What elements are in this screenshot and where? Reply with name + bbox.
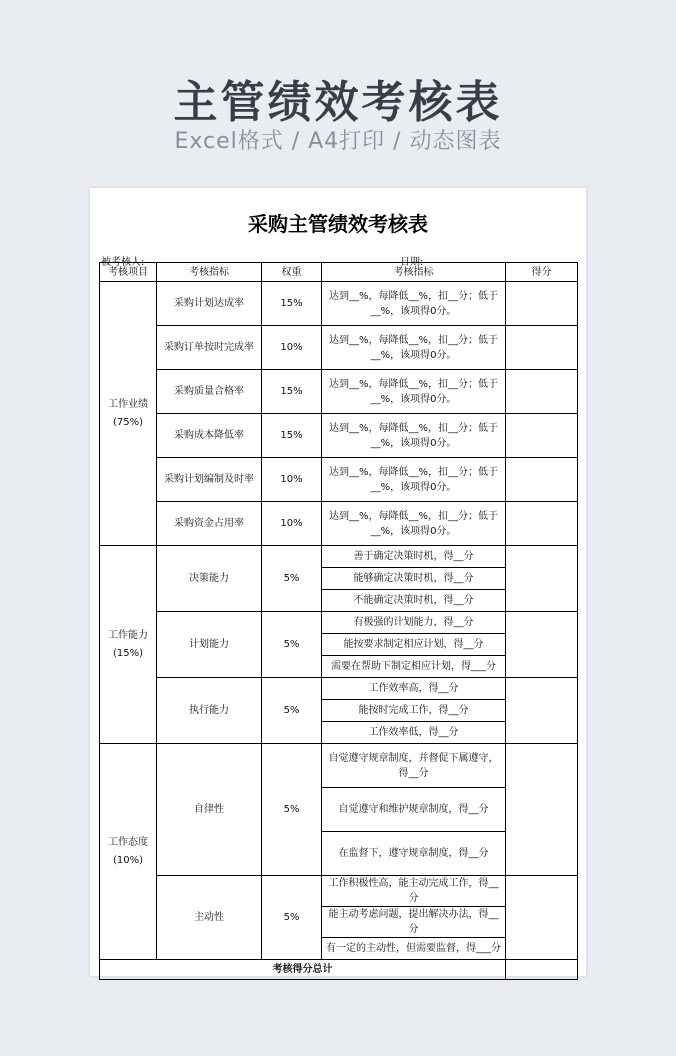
table-row <box>100 744 578 788</box>
score-cell <box>506 370 578 414</box>
indicator-weight: 5% <box>262 744 322 876</box>
assessee-label: 被考核人: <box>101 257 145 268</box>
indicator-weight: 10% <box>262 458 322 502</box>
criteria-cell: 能够确定决策时机，得__分 <box>322 568 506 590</box>
score-cell <box>506 326 578 370</box>
table-row <box>100 876 578 907</box>
criteria-cell: 达到__%，每降低__%，扣__分；低于__%，该项得0分。 <box>322 370 506 414</box>
criteria-cell: 有一定的主动性，但需要监督，得___分 <box>322 938 506 960</box>
score-cell <box>506 282 578 326</box>
indicator-weight: 10% <box>262 502 322 546</box>
criteria-cell: 在监督下，遵守规章制度，得__分 <box>322 832 506 876</box>
score-cell <box>506 546 578 612</box>
criteria-cell: 需要在帮助下制定相应计划，得___分 <box>322 656 506 678</box>
score-cell <box>506 458 578 502</box>
table-row <box>100 612 578 634</box>
criteria-cell: 工作积极性高，能主动完成工作，得__分 <box>322 876 506 907</box>
indicator-name: 采购资金占用率 <box>157 502 262 546</box>
indicator-name: 决策能力 <box>157 546 262 612</box>
banner-subtitle: Excel格式 / A4打印 / 动态图表 <box>174 129 502 154</box>
criteria-cell: 善于确定决策时机，得__分 <box>322 546 506 568</box>
indicator-weight: 15% <box>262 282 322 326</box>
header-project: 考核项目 <box>100 263 157 282</box>
header-criteria: 考核指标 <box>322 263 506 282</box>
table-row <box>100 678 578 700</box>
table-row <box>100 282 578 326</box>
project-cell <box>100 744 157 960</box>
indicator-name: 计划能力 <box>157 612 262 678</box>
table-row <box>100 370 578 414</box>
date-label: 日期: <box>400 257 424 268</box>
project-cell <box>100 546 157 744</box>
indicator-weight: 15% <box>262 370 322 414</box>
table-row <box>100 546 578 568</box>
total-label: 考核得分总计 <box>100 960 506 980</box>
score-cell <box>506 744 578 876</box>
table-row <box>100 326 578 370</box>
indicator-name: 采购计划达成率 <box>157 282 262 326</box>
criteria-cell: 达到__%，每降低__%，扣__分；低于__%，该项得0分。 <box>322 414 506 458</box>
criteria-cell: 达到__%，每降低__%，扣__分；低于__%，该项得0分。 <box>322 282 506 326</box>
indicator-weight: 5% <box>262 612 322 678</box>
project-label: 工作能力 (15%) <box>108 629 148 659</box>
indicator-name: 执行能力 <box>157 678 262 744</box>
indicator-weight: 5% <box>262 678 322 744</box>
indicator-name: 主动性 <box>157 876 262 960</box>
header-score: 得分 <box>506 263 578 282</box>
indicator-name: 采购计划编制及时率 <box>157 458 262 502</box>
table-header-row <box>100 263 578 282</box>
sheet-title: 采购主管绩效考核表 <box>248 212 428 236</box>
criteria-cell: 工作效率低，得__分 <box>322 722 506 744</box>
criteria-cell: 自觉遵守和维护规章制度，得__分 <box>322 788 506 832</box>
indicator-weight: 5% <box>262 546 322 612</box>
indicator-name: 采购订单按时完成率 <box>157 326 262 370</box>
indicator-weight: 5% <box>262 876 322 960</box>
total-score-cell <box>506 960 578 980</box>
criteria-cell: 达到__%，每降低__%，扣__分；低于__%，该项得0分。 <box>322 326 506 370</box>
criteria-cell: 达到__%，每降低__%，扣__分；低于__%，该项得0分。 <box>322 502 506 546</box>
indicator-name: 自律性 <box>157 744 262 876</box>
project-label: 工作态度 (10%) <box>108 836 148 866</box>
table-row <box>100 502 578 546</box>
indicator-weight: 15% <box>262 414 322 458</box>
header-indicator: 考核指标 <box>157 263 262 282</box>
indicator-weight: 10% <box>262 326 322 370</box>
indicator-name: 采购质量合格率 <box>157 370 262 414</box>
criteria-cell: 达到__%，每降低__%，扣__分；低于__%，该项得0分。 <box>322 458 506 502</box>
score-cell <box>506 678 578 744</box>
score-cell <box>506 612 578 678</box>
criteria-cell: 能按时完成工作，得__分 <box>322 700 506 722</box>
indicator-name: 采购成本降低率 <box>157 414 262 458</box>
project-label: 工作业绩 (75%) <box>108 398 148 428</box>
header-weight: 权重 <box>262 263 322 282</box>
criteria-cell: 自觉遵守规章制度，并督促下属遵守，得__分 <box>322 744 506 788</box>
criteria-cell: 有极强的计划能力，得__分 <box>322 612 506 634</box>
total-row <box>100 960 578 980</box>
criteria-cell: 工作效率高，得__分 <box>322 678 506 700</box>
criteria-cell: 不能确定决策时机，得__分 <box>322 590 506 612</box>
criteria-cell: 能主动考虑问题，提出解决办法，得__分 <box>322 907 506 938</box>
project-cell <box>100 282 157 546</box>
score-cell <box>506 876 578 960</box>
assessment-sheet <box>99 196 577 975</box>
score-cell <box>506 414 578 458</box>
table-row <box>100 414 578 458</box>
banner-title: 主管绩效考核表 <box>173 77 503 128</box>
score-cell <box>506 502 578 546</box>
table-row <box>100 458 578 502</box>
document-preview <box>90 188 586 976</box>
assessment-table <box>99 262 578 980</box>
criteria-cell: 能按要求制定相应计划，得__分 <box>322 634 506 656</box>
